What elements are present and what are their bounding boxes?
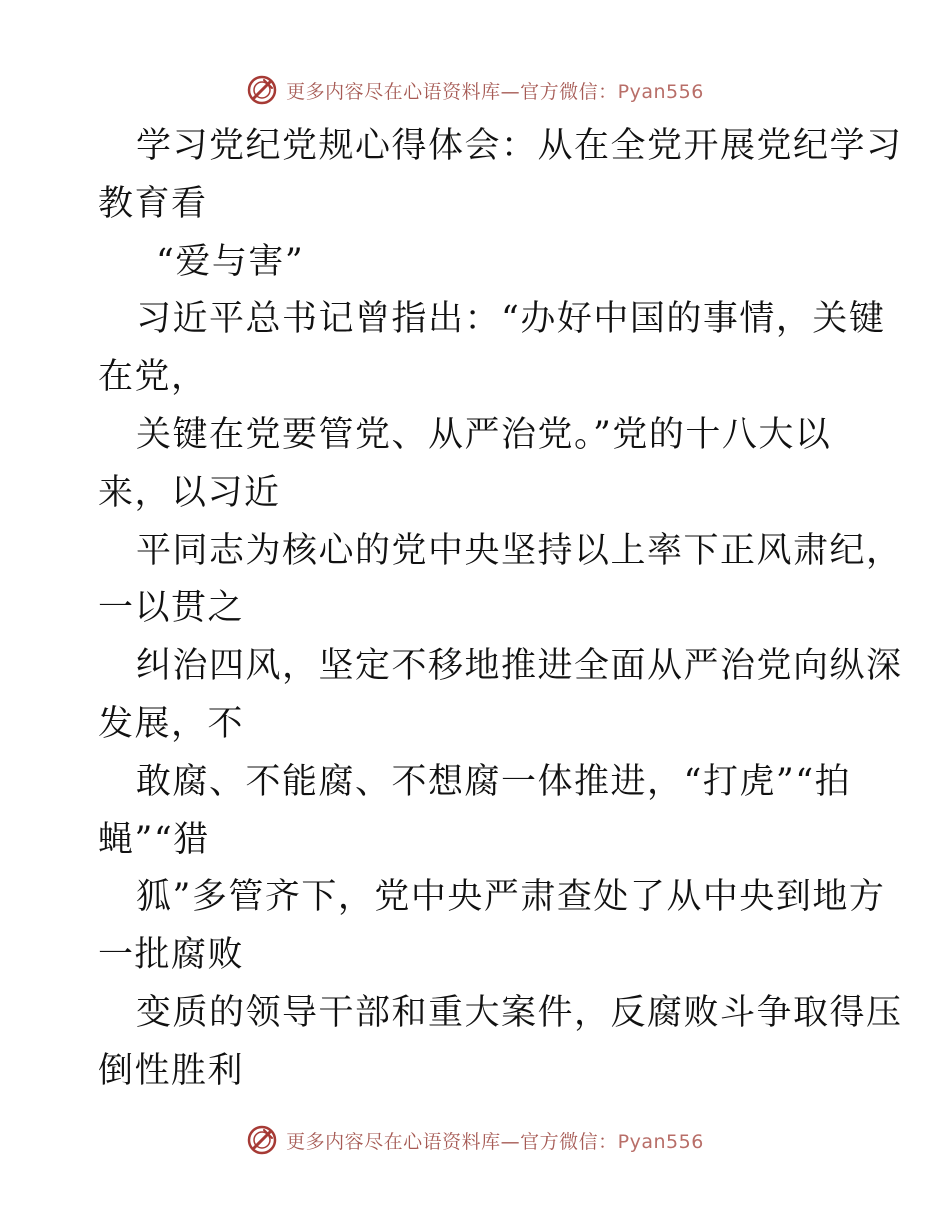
- paragraph-line: 倒性胜利: [98, 1050, 245, 1091]
- paragraph-line: 发展，不: [98, 703, 245, 744]
- watermark-text: 更多内容尽在心语资料库—官方微信：Pyan556: [286, 1130, 704, 1153]
- paragraph-line: 一批腐败: [98, 935, 245, 976]
- document-body: [98, 118, 903, 1101]
- watermark-text: 更多内容尽在心语资料库—官方微信：Pyan556: [286, 80, 704, 103]
- paragraph-line: 在党，: [98, 357, 208, 398]
- seal-logo-icon: [246, 74, 278, 106]
- title-line-1: 学习党纪党规心得体会：从在全党开展党纪学习: [136, 126, 903, 166]
- paragraph-line: 来，以习近: [98, 472, 281, 513]
- header-watermark: [0, 72, 950, 108]
- wechat-id: Pyan556: [617, 80, 704, 103]
- wechat-id: Pyan556: [617, 1130, 704, 1153]
- paragraph-line: 关键在党要管党、从严治党。”党的十八大以: [136, 414, 832, 455]
- footer-watermark: [0, 1122, 950, 1158]
- paragraph-line: 一以贯之: [98, 588, 245, 629]
- seal-logo-icon: [246, 1124, 278, 1156]
- paragraph-line: 纠治四风，坚定不移地推进全面从严治党向纵深: [136, 646, 903, 687]
- paragraph-line: 敢腐、不能腐、不想腐一体推进，“打虎”“拍: [136, 761, 852, 802]
- paragraph-line: 蝇”“猎: [98, 819, 210, 860]
- title-line-2: 教育看: [98, 183, 208, 224]
- paragraph-line: 习近平总书记曾指出：“办好中国的事情，关键: [136, 299, 886, 340]
- paragraph-line: 变质的领导干部和重大案件，反腐败斗争取得压: [136, 992, 903, 1033]
- paragraph-line: 平同志为核心的党中央坚持以上率下正风肃纪，: [136, 530, 903, 571]
- subtitle-line: “爱与害”: [156, 241, 305, 282]
- paragraph-line: 狐”多管齐下，党中央严肃查处了从中央到地方: [136, 877, 886, 918]
